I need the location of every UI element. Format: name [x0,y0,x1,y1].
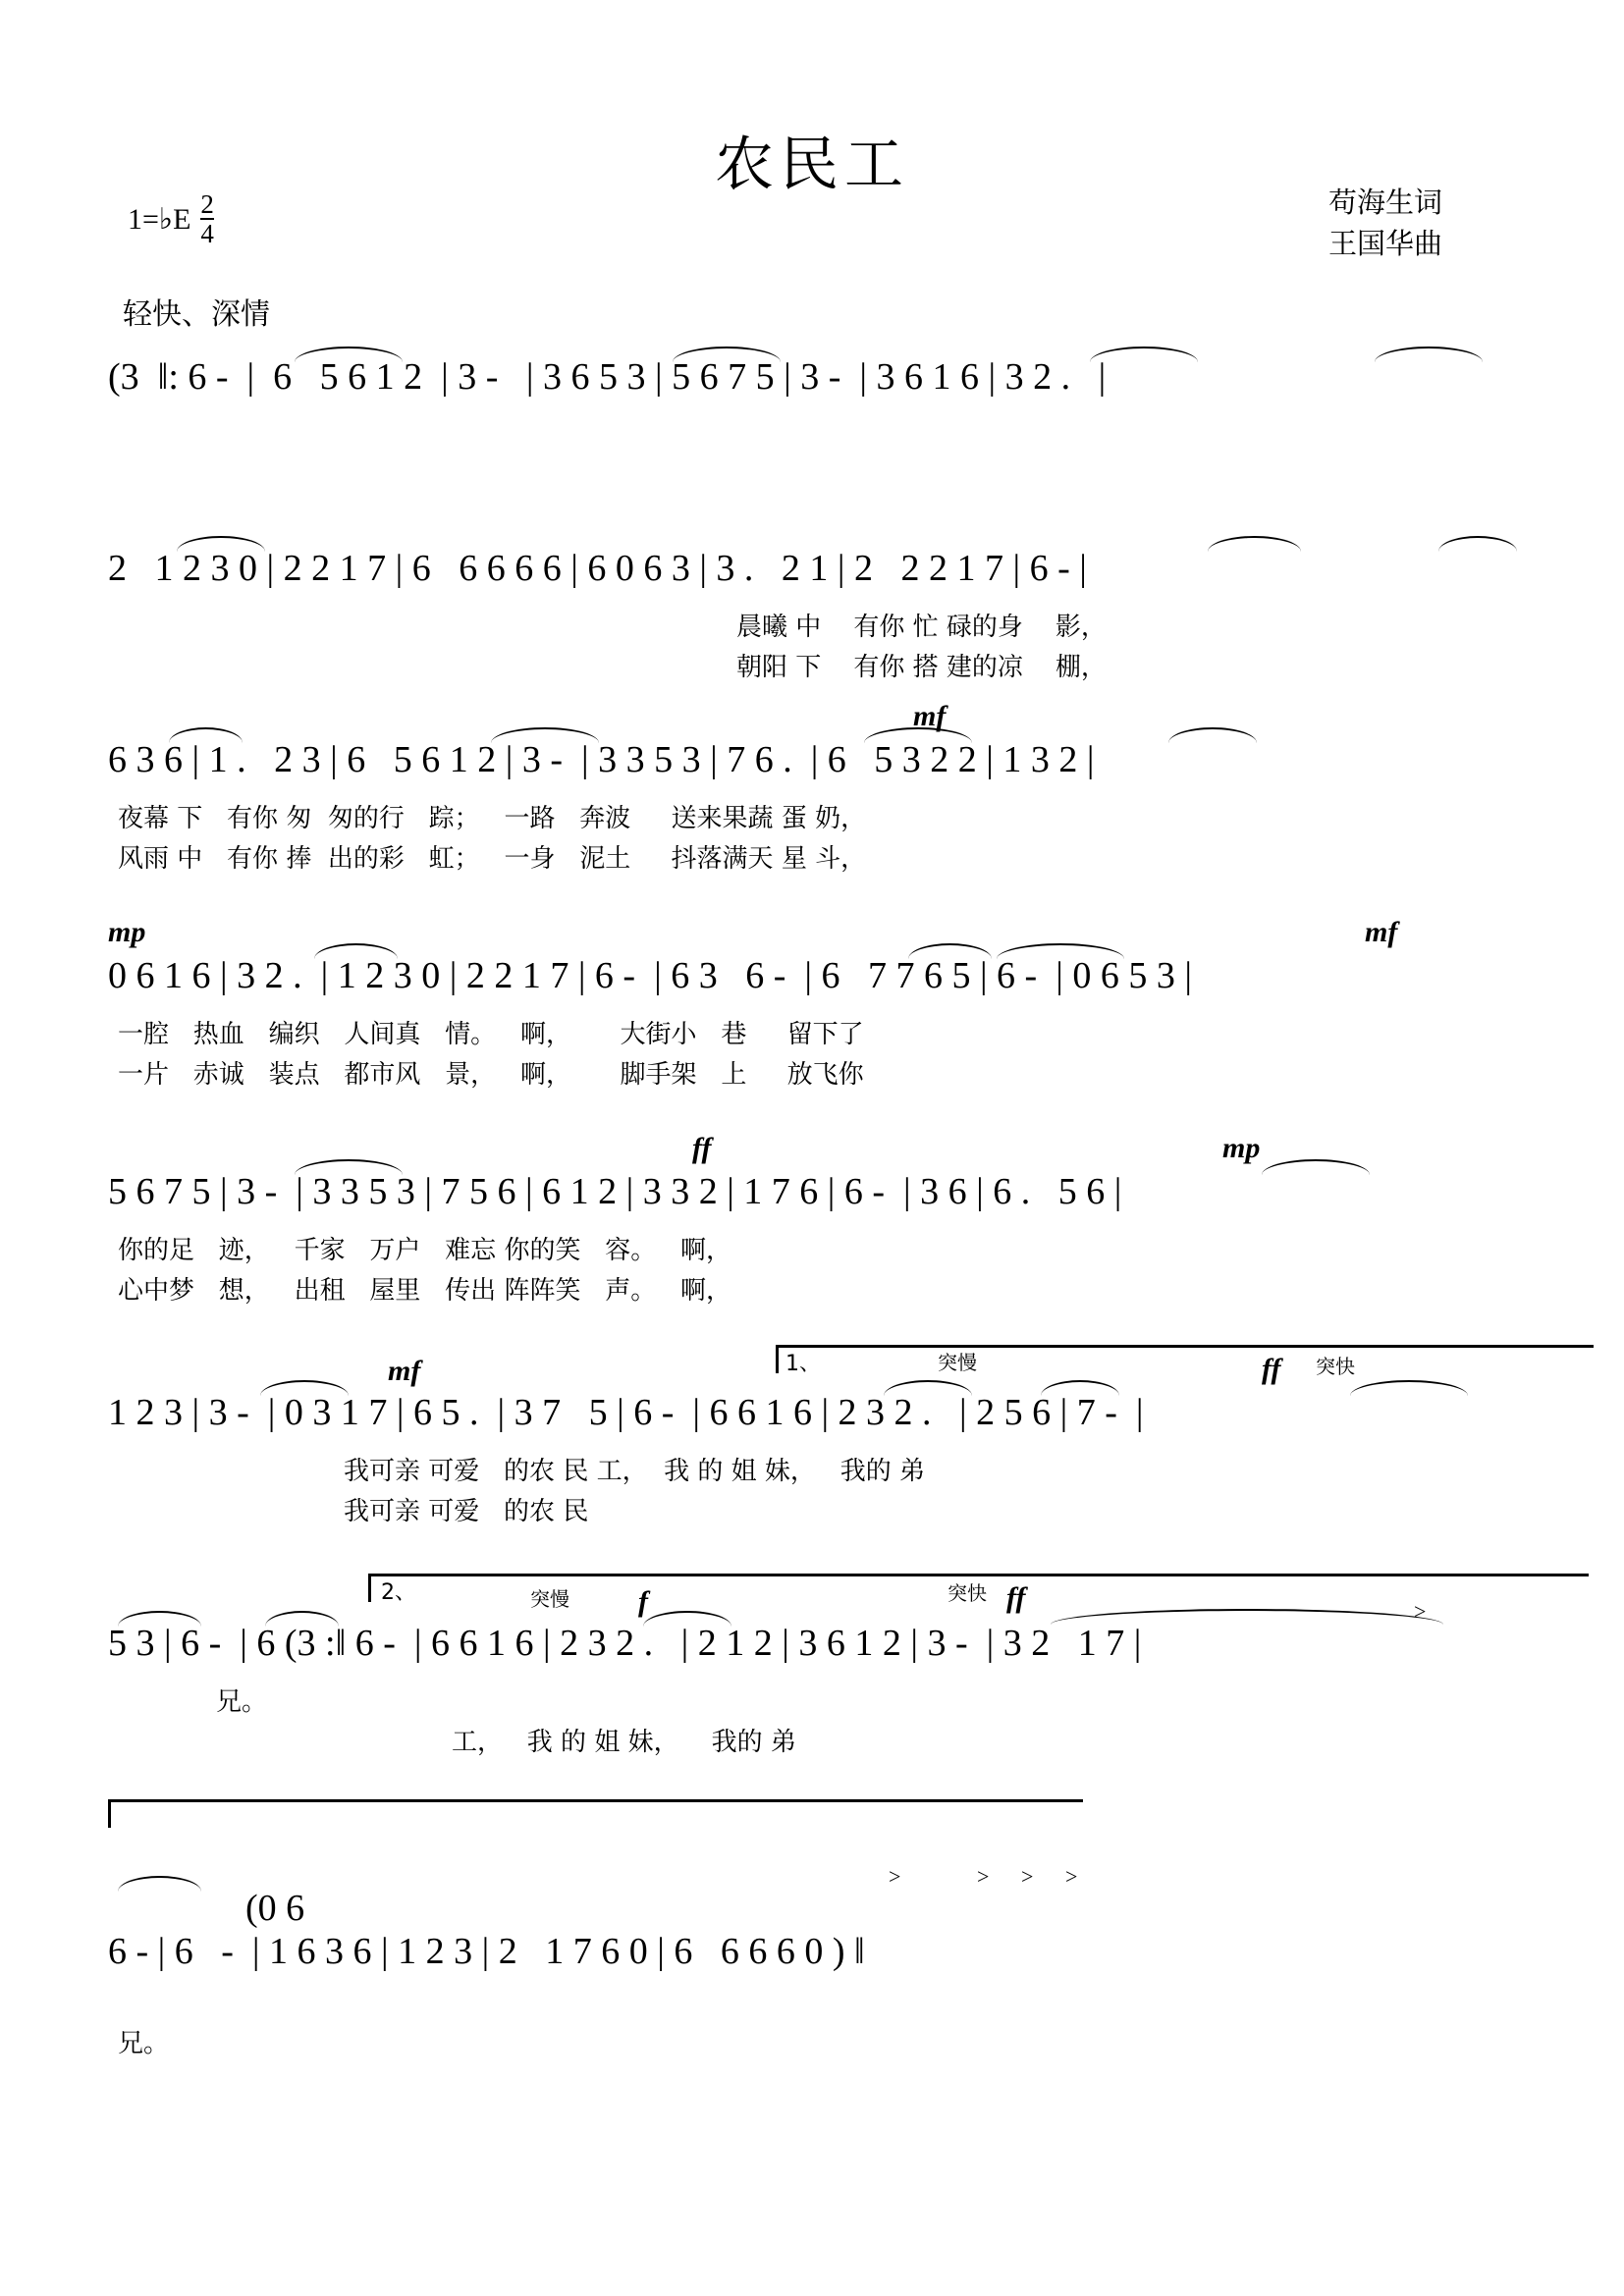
music-system-5 [108,1132,1532,1308]
dynamic-mf: mf [1365,916,1398,948]
lyric-line: 朝阳 下 有你 搭 建的凉 棚， [736,653,1107,683]
music-system-1 [108,358,1532,413]
dynamic-mp: mp [108,916,146,948]
coda-bracket [108,1799,1083,1828]
notation-line: 5 6 7 5 | 3 - | 3 3 5 3 | 7 5 6 | 6 1 2 | 3 3 2 | 1 7 6 | 6 - | 3 6 | 6 . 5 6 | [108,1171,1122,1212]
dynamic-ff: ff [1006,1581,1026,1614]
accent-mark: > [889,1864,901,1889]
tempo-change-slow: 突慢 [938,1351,977,1374]
time-signature [200,191,214,247]
notation-line: 6 3 6 | 1 . 2 3 | 6 5 6 1 2 | 3 - | 3 3 5 3 | 7 6 . | 6 5 3 2 2 | 1 3 2 | [108,739,1095,780]
lyric-line: 一腔 热血 编织 人间真 情。 啊， 大街小 巷 留下了 [118,1020,864,1049]
dynamic-mf: mf [388,1355,421,1387]
tempo-change-fast: 突快 [947,1581,987,1605]
key-signature [128,191,214,247]
lyric-line: 心中梦 想， 出租 屋里 传出 阵阵笑 声。 啊， [118,1276,732,1307]
ending-number-1: 1、 [785,1352,821,1376]
notation-line: 0 6 1 6 | 3 2 . | 1 2 3 0 | 2 2 1 7 | 6 - | 6 3 6 - | 6 7 7 6 5 | 6 - | 0 6 5 3 | [108,955,1192,996]
dynamic-ff: ff [1262,1353,1281,1385]
tempo-change-fast: 突快 [1316,1355,1355,1378]
accent-mark: > [977,1864,990,1889]
notation-line: 6 - | 6 - | 1 6 3 6 | 1 2 3 | 2 1 7 6 0 | 6 6 6 6 0 ) ‖ [108,1931,865,1972]
notation-line: 5 3 | 6 - | 6 (3 :‖ 6 - | 6 6 1 6 | 2 3 2 . | 2 1 2 | 3 6 1 2 | 3 - | 3 2 1 7 | [108,1623,1142,1664]
composer: 王国华曲 [1327,227,1442,261]
key-signature-text: 1=♭E [128,203,191,236]
music-system-3 [108,700,1532,877]
dynamic-ff: ff [692,1132,712,1164]
lyric-line: 兄。 [216,1687,268,1717]
page-title: 农民工 [715,131,909,199]
accent-mark: > [1414,1599,1427,1624]
first-ending-bracket [776,1345,1594,1373]
notation-line: (3 ‖: 6 - | 6 5 6 1 2 | 3 - | 3 6 5 3 | 5 6 7 5 | 3 - | 3 6 1 6 | 3 2 . | [108,356,1107,398]
music-system-4 [108,916,1532,1093]
lyric-line: 你的足 迹， 千家 万户 难忘 你的笑 容。 啊， [118,1236,732,1265]
slur [118,1876,201,1892]
pickup-notation: (0 6 [245,1888,305,1929]
lyric-line: 我可亲 可爱 的农 民 工， 我 的 姐 妹， 我的 弟 [344,1457,925,1486]
lyric-line: 工， 我 的 姐 妹， 我的 弟 [452,1728,796,1758]
notation-line: 1 2 3 | 3 - | 0 3 1 7 | 6 5 . | 3 7 5 | 6 - | 6 6 1 6 | 2 3 2 . | 2 5 6 | 7 - | [108,1392,1144,1433]
meter-numerator: 2 [200,189,214,219]
music-system-8 [108,1864,1532,2061]
tempo-change-slow: 突慢 [530,1587,569,1611]
music-system-7 [108,1580,1532,1760]
tempo-expression: 轻快、深情 [123,297,270,332]
dynamic-f: f [638,1585,648,1618]
accent-mark: > [1065,1864,1078,1889]
lyric-line: 晨曦 中 有你 忙 碌的身 影， [736,613,1107,642]
credits [1328,182,1442,264]
lyric-line: 夜幕 下 有你 匆 匆的行 踪； 一路 奔波 送来果蔬 蛋 奶， [118,804,867,833]
music-system-2 [108,550,1532,685]
lyricist: 苟海生词 [1327,186,1442,219]
dynamic-mp: mp [1222,1132,1261,1164]
music-system-6 [108,1351,1532,1529]
dynamic-mf: mf [913,700,947,732]
lyric-line: 兄。 [118,2029,170,2058]
notation-line: 2 1 2 3 0 | 2 2 1 7 | 6 6 6 6 6 | 6 0 6 3 | 3 . 2 1 | 2 2 2 1 7 | 6 - | [108,548,1087,589]
lyric-line: 风雨 中 有你 捧 出的彩 虹； 一身 泥土 抖落满天 星 斗， [118,844,867,875]
ending-number-2: 2、 [381,1580,416,1605]
accent-mark: > [1021,1864,1034,1889]
lyric-line: 一片 赤诚 装点 都市风 景， 啊， 脚手架 上 放飞你 [118,1060,864,1091]
lyric-line: 我可亲 可爱 的农 民 [344,1497,589,1527]
meter-denominator: 4 [200,219,214,248]
